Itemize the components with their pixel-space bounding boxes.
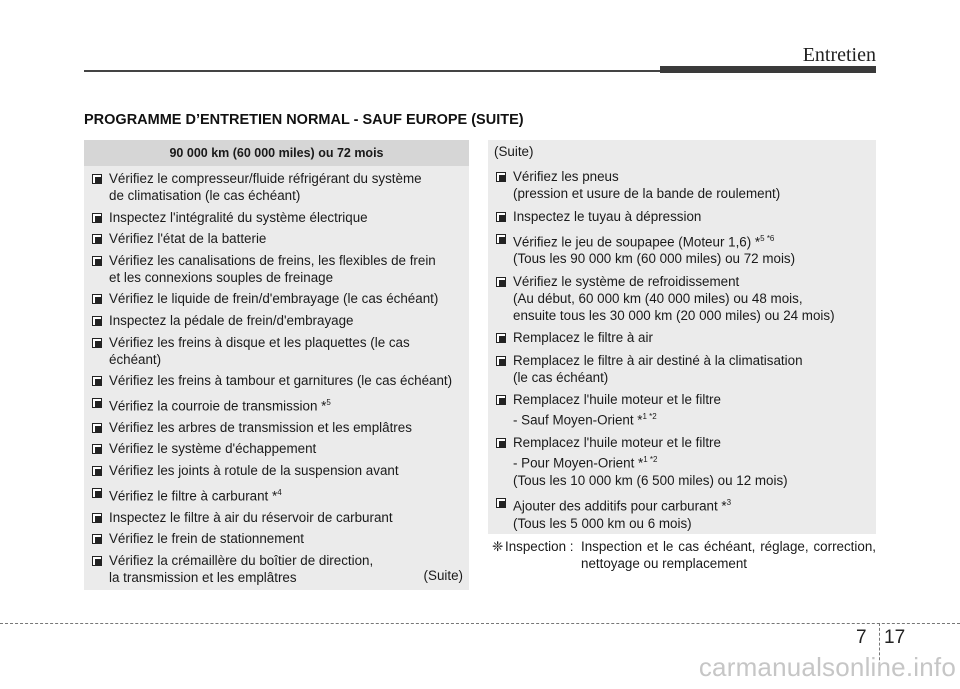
checklist-item: [90, 372, 463, 389]
checkbox-icon: [92, 338, 102, 348]
right-item-list: [488, 164, 876, 532]
checkbox-icon: [496, 333, 506, 343]
item-text: Vérifiez le système d'échappement: [109, 441, 317, 457]
checkbox-icon: [92, 256, 102, 266]
checkbox-icon: [92, 488, 102, 498]
item-subtext: [513, 451, 870, 471]
checklist-item: [90, 230, 463, 247]
item-subtext-line: (le cas échéant): [513, 369, 609, 385]
footer-dashed-rule: [0, 623, 960, 624]
checklist-item: [90, 209, 463, 226]
item-subtext-line: (Tous les 5 000 km ou 6 mois): [513, 515, 692, 531]
checklist-item: [494, 208, 870, 225]
item-subtext: [109, 187, 463, 204]
item-text: Vérifiez le liquide de frein/d'embrayage (le cas échéant): [109, 291, 439, 307]
item-subtext: [513, 250, 870, 267]
footnote: [492, 538, 876, 572]
checkbox-icon: [92, 534, 102, 544]
checklist-item: [90, 312, 463, 329]
left-column: [84, 140, 469, 590]
right-column: [488, 140, 876, 534]
item-text: Vérifiez les pneus: [513, 169, 619, 184]
item-subtext-line: (Tous les 90 000 km (60 000 miles) ou 72 mois): [513, 251, 796, 267]
checkbox-icon: [92, 316, 102, 326]
item-text: Vérifiez le frein de stationnement: [109, 531, 305, 547]
footnote-ref: 5 *6: [760, 234, 775, 243]
checklist-item: [90, 419, 463, 436]
item-text: Vérifiez les canalisations de freins, les flexibles de frein: [109, 252, 436, 268]
checkbox-icon: [496, 277, 506, 287]
checklist-item: [90, 394, 463, 414]
left-item-list: [84, 166, 469, 586]
item-subtext-line: - Pour Moyen-Orient *: [513, 455, 644, 471]
item-text: Inspectez la pédale de frein/d'embrayage: [109, 312, 354, 328]
item-text: Remplacez le filtre à air: [513, 330, 653, 346]
item-text: Inspectez l'intégralité du système électrique: [109, 209, 368, 225]
footnote-ref: 3: [726, 498, 732, 508]
page-number: 17: [884, 627, 906, 648]
item-subtext-line: (Au début, 60 000 km (40 000 miles) ou 48 mois,: [513, 290, 803, 306]
checklist-item: [90, 530, 463, 547]
checkbox-icon: [496, 172, 506, 182]
item-text: Vérifiez le filtre à carburant *: [109, 488, 278, 504]
item-text: Ajouter des additifs pour carburant *: [513, 498, 727, 514]
checkbox-icon: [92, 234, 102, 244]
footnote-ref: 4: [277, 487, 282, 497]
item-subtext: [109, 269, 463, 286]
checklist-item: [494, 168, 870, 202]
checklist-item: [494, 434, 870, 488]
checkbox-icon: [92, 466, 102, 476]
checkbox-icon: [496, 498, 506, 508]
checklist-item: [494, 273, 870, 324]
checkbox-icon: [92, 174, 102, 184]
item-subtext-line: (Tous les 10 000 km (6 500 miles) ou 12 mois): [513, 472, 788, 488]
header-title: Entretien: [802, 44, 876, 66]
item-subtext-line: et les connexions souples de freinage: [109, 269, 334, 285]
item-subtext: [513, 185, 870, 202]
suite-label: (Suite): [423, 568, 463, 583]
item-text: Vérifiez le compresseur/fluide réfrigérant du système: [109, 171, 422, 186]
checklist-item: [90, 484, 463, 504]
item-subtext: [513, 290, 870, 307]
checklist-item: [494, 230, 870, 267]
checklist-item: [494, 391, 870, 428]
item-subtext: [109, 569, 463, 586]
checkbox-icon: [92, 376, 102, 386]
checkbox-icon: [92, 556, 102, 566]
checklist-item: [494, 494, 870, 531]
checklist-item: [90, 334, 463, 368]
item-text: Remplacez l'huile moteur et le filtre: [513, 435, 721, 451]
item-text: Vérifiez la courroie de transmission *: [109, 398, 327, 414]
footnote-term: Inspection :: [505, 539, 574, 554]
footnote-body: Inspection et le cas échéant, réglage, correction, nettoyage ou remplacement: [581, 539, 876, 571]
footnote-ref: 1 *2: [642, 412, 657, 422]
item-text: Vérifiez les freins à tambour et garnitures (le cas échéant): [109, 373, 453, 389]
checkbox-icon: [496, 234, 506, 244]
checkbox-icon: [92, 398, 102, 408]
header-rule-accent: [660, 66, 876, 73]
item-subtext: [513, 408, 870, 428]
checkbox-icon: [496, 356, 506, 366]
item-subtext-line: (pression et usure de la bande de roulement): [513, 186, 781, 201]
item-text: Vérifiez le jeu de soupapee (Moteur 1,6) *: [513, 234, 761, 250]
item-subtext-line: de climatisation (le cas échéant): [109, 188, 301, 203]
item-text: Vérifiez le système de refroidissement: [513, 273, 740, 289]
checkbox-icon: [92, 513, 102, 523]
item-text: Vérifiez les arbres de transmission et les emplâtres: [109, 419, 412, 435]
footnote-ref: 1 *2: [643, 455, 658, 465]
item-text: Vérifiez les joints à rotule de la suspension avant: [109, 463, 399, 478]
checklist-item: [90, 290, 463, 307]
checkbox-icon: [496, 395, 506, 405]
item-subtext: [513, 515, 870, 532]
checkbox-icon: [92, 444, 102, 454]
item-text: Inspectez le filtre à air du réservoir de carburant: [109, 509, 393, 525]
checklist-item: [90, 509, 463, 526]
watermark: carmanualsonline.info: [698, 652, 956, 682]
left-column-heading: 90 000 km (60 000 miles) ou 72 mois: [84, 140, 469, 166]
item-text: Inspectez le tuyau à dépression: [513, 208, 702, 224]
item-text: Remplacez le filtre à air destiné à la climatisation: [513, 352, 803, 368]
item-subtext-line: la transmission et les emplâtres: [109, 569, 297, 585]
checkbox-icon: [92, 294, 102, 304]
checklist-item: [494, 352, 870, 386]
checkbox-icon: [496, 212, 506, 222]
checklist-item: [90, 252, 463, 286]
item-subtext-line: - Sauf Moyen-Orient *: [513, 412, 643, 428]
item-subtext-line: ensuite tous les 30 000 km (20 000 miles) ou 24 mois): [513, 307, 835, 323]
item-text: Vérifiez la crémaillère du boîtier de direction,: [109, 552, 374, 568]
footnote-ref: 5: [326, 397, 331, 407]
item-subtext: [513, 369, 870, 386]
section-title: PROGRAMME D’ENTRETIEN NORMAL - SAUF EUROPE (SUITE): [84, 112, 524, 128]
header-rule: [84, 70, 664, 72]
checkbox-icon: [92, 213, 102, 223]
checklist-item: [90, 440, 463, 457]
item-text: Vérifiez les freins à disque et les plaquettes (le cas échéant): [109, 334, 410, 367]
checklist-item: [90, 552, 463, 586]
checklist-item: [90, 462, 463, 479]
checkbox-icon: [496, 438, 506, 448]
checkbox-icon: [92, 423, 102, 433]
right-column-heading: (Suite): [494, 144, 534, 159]
checklist-item: [90, 170, 463, 204]
footnote-mark: ❈: [492, 539, 504, 554]
chapter-number: 7: [856, 627, 867, 648]
checklist-item: [494, 329, 870, 346]
item-text: Vérifiez l'état de la batterie: [109, 231, 267, 247]
item-text: Remplacez l'huile moteur et le filtre: [513, 392, 721, 408]
